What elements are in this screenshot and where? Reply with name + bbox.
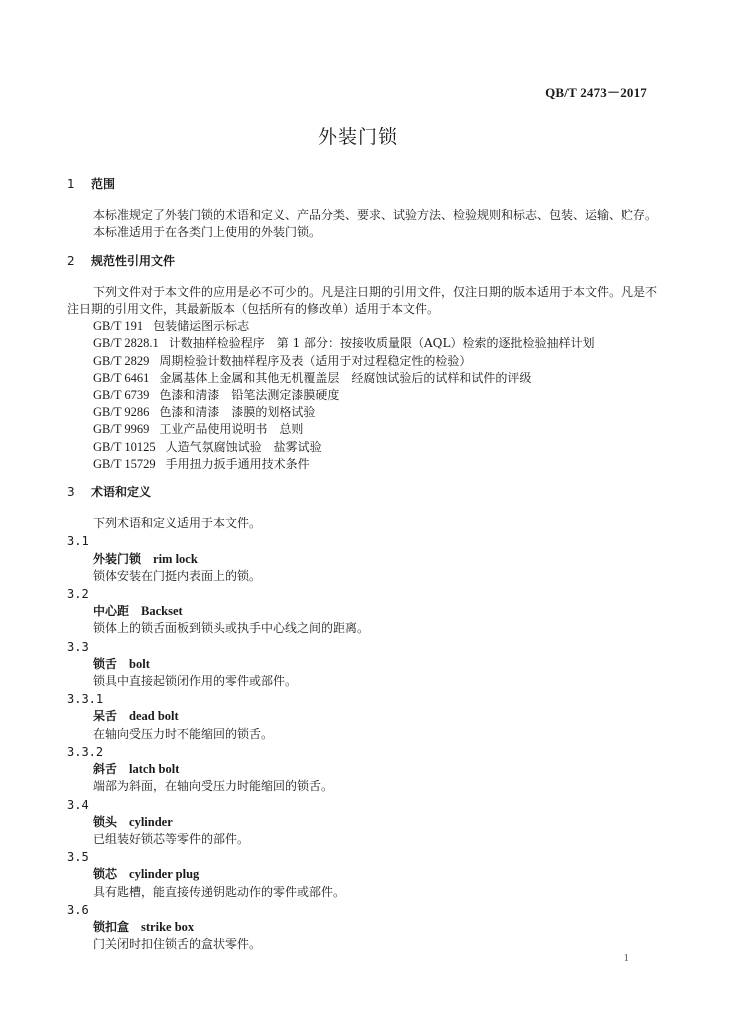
reference-code: GB/T 6739 [93, 388, 150, 403]
term-definition: 锁具中直接起锁闭作用的零件或部件。 [93, 674, 298, 689]
term-number: 3.3.2 [67, 744, 104, 759]
term-definition: 锁体上的锁舌面板到锁头或执手中心线之间的距离。 [93, 621, 370, 636]
term-entry [67, 797, 657, 849]
reference-code: GB/T 6461 [93, 370, 150, 385]
term-name [67, 866, 657, 883]
reference-code: GB/T 9286 [93, 405, 150, 420]
term-definition: 端部为斜面，在轴向受压力时能缩回的锁舌。 [93, 779, 334, 794]
reference-list [67, 318, 657, 473]
term-name-zh: 外装门锁 [93, 551, 142, 566]
terms-intro: 下列术语和定义适用于本文件。 [93, 516, 262, 531]
term-entry [67, 691, 657, 743]
term-name-en: cylinder [129, 814, 173, 829]
reference-title: 色漆和清漆 铅笔法测定漆膜硬度 [159, 388, 340, 403]
reference-item [67, 370, 657, 387]
section-title: 范围 [91, 177, 116, 191]
term-name-zh: 斜舌 [93, 762, 118, 777]
reference-title: 工业产品使用说明书 总则 [159, 422, 304, 437]
term-name-zh: 锁舌 [93, 656, 118, 671]
scope-paragraph-1: 本标准规定了外装门锁的术语和定义、产品分类、要求、试验方法、检验规则和标志、包装、运输、贮存。 [93, 208, 658, 223]
term-name-en: rim lock [153, 551, 198, 566]
term-name-en: cylinder plug [129, 867, 200, 882]
term-number: 3.4 [67, 797, 89, 812]
term-name-zh: 呆舌 [93, 709, 118, 724]
term-definition: 已组装好锁芯等零件的部件。 [93, 831, 250, 846]
term-number: 3.1 [67, 534, 89, 549]
reference-title: 手用扭力扳手通用技术条件 [165, 456, 310, 471]
reference-item [67, 353, 657, 370]
reference-item [67, 456, 657, 473]
term-entry [67, 586, 657, 638]
term-name [67, 814, 657, 831]
term-definition: 门关闭时扣住锁舌的盒状零件。 [93, 937, 262, 952]
term-name [67, 656, 657, 673]
term-name-zh: 锁芯 [93, 867, 118, 882]
reference-title: 色漆和清漆 漆膜的划格试验 [159, 405, 316, 420]
term-definition: 在轴向受压力时不能缩回的锁舌。 [93, 726, 274, 741]
standard-code: QB/T 2473－2017 [545, 85, 647, 100]
term-name [67, 708, 657, 725]
section-number: 1 [67, 177, 75, 191]
reference-title: 包装储运图示标志 [153, 319, 250, 334]
reference-title: 周期检验计数抽样程序及表（适用于对过程稳定性的检验） [159, 353, 472, 368]
reference-code: GB/T 191 [93, 319, 144, 334]
reference-item [67, 404, 657, 421]
section-title: 规范性引用文件 [91, 253, 176, 268]
term-name-zh: 中心距 [93, 604, 130, 619]
document-body [67, 176, 657, 953]
term-number: 3.2 [67, 587, 89, 602]
term-name [67, 551, 657, 568]
term-number: 3.3 [67, 639, 89, 654]
term-name-zh: 锁扣盒 [93, 919, 130, 934]
term-name [67, 603, 657, 620]
reference-code: GB/T 2828.1 [93, 336, 159, 351]
section-heading-scope [67, 176, 657, 193]
reference-title: 金属基体上金属和其他无机覆盖层 经腐蚀试验后的试样和试件的评级 [159, 370, 532, 385]
reference-item [67, 421, 657, 438]
term-number: 3.6 [67, 902, 89, 917]
reference-code: GB/T 15729 [93, 456, 156, 471]
reference-item [67, 318, 657, 335]
section-number: 3 [67, 485, 75, 500]
term-name-en: Backset [141, 604, 183, 619]
term-entry [67, 744, 657, 796]
reference-code: GB/T 10125 [93, 439, 156, 454]
reference-code: GB/T 2829 [93, 353, 150, 368]
term-number: 3.5 [67, 850, 89, 865]
term-name-zh: 锁头 [93, 814, 118, 829]
term-entry [67, 639, 657, 691]
term-name-en: bolt [129, 656, 150, 671]
term-name-en: dead bolt [129, 709, 179, 724]
section-heading-normative-refs [67, 253, 657, 270]
term-entry [67, 533, 657, 585]
term-name-en: strike box [141, 919, 195, 934]
reference-title: 计数抽样检验程序 第 1 部分：按接收质量限（AQL）检索的逐批检验抽样计划 [168, 336, 595, 351]
page-number: 1 [623, 952, 629, 964]
reference-item [67, 387, 657, 404]
term-definition: 锁体安装在门挺内表面上的锁。 [93, 568, 262, 583]
term-entry [67, 902, 657, 954]
scope-paragraph-2: 本标准适用于在各类门上使用的外装门锁。 [93, 225, 322, 240]
document-title: 外装门锁 [317, 126, 398, 148]
term-number: 3.3.1 [67, 692, 104, 707]
reference-item [67, 439, 657, 456]
term-name [67, 761, 657, 778]
term-entry [67, 849, 657, 901]
term-name-en: latch bolt [129, 762, 180, 777]
reference-item [67, 335, 657, 352]
term-definition: 具有匙槽，能直接传递钥匙动作的零件或部件。 [93, 884, 346, 899]
section-title: 术语和定义 [91, 485, 152, 500]
term-name [67, 919, 657, 936]
section-heading-terms [67, 484, 657, 501]
reference-code: GB/T 9969 [93, 422, 150, 437]
reference-title: 人造气氛腐蚀试验 盐雾试验 [165, 439, 322, 454]
section-number: 2 [67, 253, 75, 268]
normative-refs-intro: 下列文件对于本文件的应用是必不可少的。凡是注日期的引用文件，仅注日期的版本适用于本文件。凡是不注日期的引用文件，其最新版本（包括所有的修改单）适用于本文件。 [67, 284, 658, 317]
